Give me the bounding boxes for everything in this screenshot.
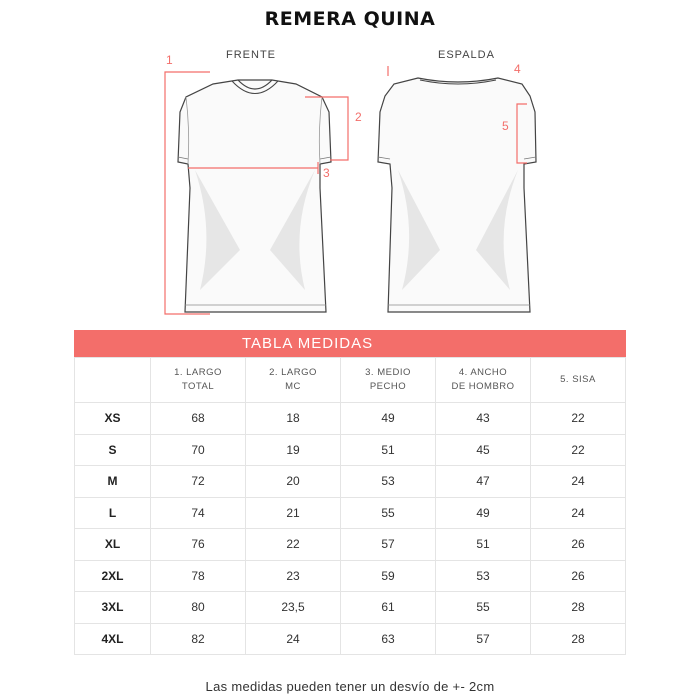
marker-2: 2	[355, 110, 362, 124]
table-cell: 45	[436, 434, 531, 466]
table-cell: 43	[436, 403, 531, 435]
measurements-table	[74, 357, 626, 655]
column-header-sisa: 5. SISA	[531, 358, 626, 403]
table-cell: 24	[531, 497, 626, 529]
table-cell: 49	[341, 403, 436, 435]
marker-3: 3	[323, 166, 330, 180]
table-cell: 18	[246, 403, 341, 435]
front-tshirt-illustration	[178, 80, 331, 312]
table-cell: 47	[436, 466, 531, 498]
table-row	[75, 466, 626, 498]
table-cell: 55	[436, 592, 531, 624]
size-cell: S	[75, 434, 151, 466]
size-cell: XL	[75, 529, 151, 561]
tshirt-diagram	[0, 0, 700, 330]
table-cell: 22	[246, 529, 341, 561]
table-cell: 53	[436, 560, 531, 592]
table-cell: 26	[531, 529, 626, 561]
table-cell: 51	[436, 529, 531, 561]
table-cell: 61	[341, 592, 436, 624]
table-cell: 21	[246, 497, 341, 529]
table-cell: 24	[246, 623, 341, 655]
front-view-label: FRENTE	[226, 49, 276, 61]
footer-note: Las medidas pueden tener un desvío de +- 2cm	[205, 679, 495, 694]
table-cell: 63	[341, 623, 436, 655]
size-cell: 4XL	[75, 623, 151, 655]
size-cell: XS	[75, 403, 151, 435]
table-cell: 26	[531, 560, 626, 592]
table-cell: 51	[341, 434, 436, 466]
marker-1: 1	[166, 53, 173, 67]
table-cell: 82	[151, 623, 246, 655]
table-cell: 72	[151, 466, 246, 498]
table-cell: 28	[531, 592, 626, 624]
table-cell: 59	[341, 560, 436, 592]
size-cell: L	[75, 497, 151, 529]
back-tshirt-illustration	[378, 78, 536, 312]
table-row	[75, 623, 626, 655]
marker-4: 4	[514, 62, 521, 76]
page-title: REMERA QUINA	[264, 8, 436, 30]
back-view-label: ESPALDA	[438, 49, 495, 61]
table-header-row	[75, 358, 626, 403]
table-row	[75, 434, 626, 466]
table-cell: 70	[151, 434, 246, 466]
table-cell: 28	[531, 623, 626, 655]
table-cell: 78	[151, 560, 246, 592]
table-cell: 68	[151, 403, 246, 435]
table-header: TABLA MEDIDAS	[74, 330, 626, 357]
table-cell: 23	[246, 560, 341, 592]
table-cell: 23,5	[246, 592, 341, 624]
table-row	[75, 560, 626, 592]
column-header-largo-mc: 2. LARGO MC	[246, 358, 341, 403]
table-cell: 49	[436, 497, 531, 529]
table-cell: 19	[246, 434, 341, 466]
table-row	[75, 497, 626, 529]
column-header-largo-total: 1. LARGO TOTAL	[151, 358, 246, 403]
table-cell: 53	[341, 466, 436, 498]
column-header-medio-pecho: 3. MEDIO PECHO	[341, 358, 436, 403]
size-cell: M	[75, 466, 151, 498]
table-row	[75, 403, 626, 435]
table-cell: 22	[531, 434, 626, 466]
column-header-ancho-hombro: 4. ANCHO DE HOMBRO	[436, 358, 531, 403]
size-cell: 2XL	[75, 560, 151, 592]
size-column-header	[75, 358, 151, 403]
table-cell: 24	[531, 466, 626, 498]
table-row	[75, 592, 626, 624]
table-cell: 76	[151, 529, 246, 561]
table-cell: 74	[151, 497, 246, 529]
table-cell: 57	[436, 623, 531, 655]
table-cell: 20	[246, 466, 341, 498]
size-cell: 3XL	[75, 592, 151, 624]
size-table	[74, 330, 626, 655]
table-cell: 55	[341, 497, 436, 529]
table-cell: 22	[531, 403, 626, 435]
table-cell: 57	[341, 529, 436, 561]
marker-5: 5	[502, 119, 509, 133]
table-cell: 80	[151, 592, 246, 624]
table-row	[75, 529, 626, 561]
